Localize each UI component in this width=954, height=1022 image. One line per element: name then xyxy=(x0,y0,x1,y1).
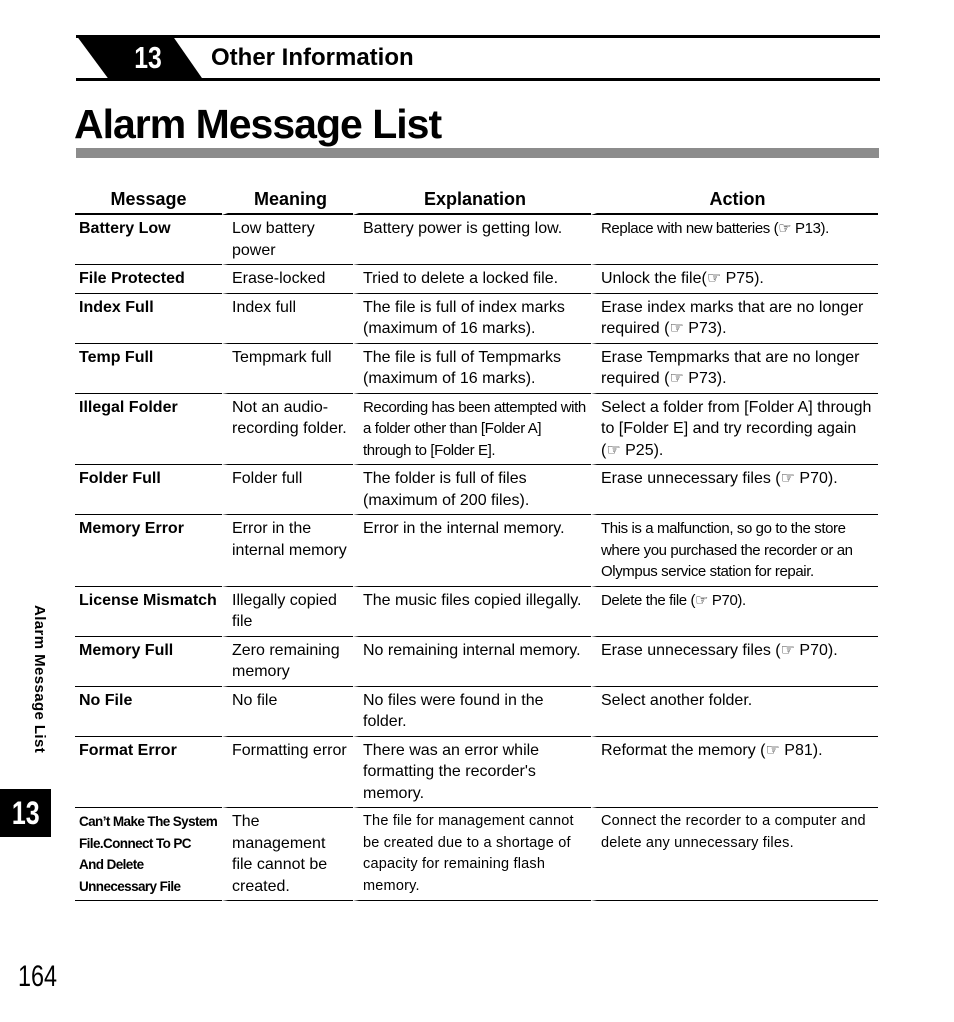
table-row xyxy=(75,737,878,809)
cell-meaning: The management file cannot be created. xyxy=(222,808,353,901)
side-chapter-tab-number: 13 xyxy=(11,795,40,831)
cell-meaning: Folder full xyxy=(222,465,353,515)
cell-meaning: Illegally copied file xyxy=(222,587,353,637)
cell-explanation: No files were found in the folder. xyxy=(353,687,591,737)
cell-explanation: There was an error while formatting the recorder's memory. xyxy=(353,737,591,809)
cell-message: Memory Full xyxy=(75,637,222,687)
page-number-text: 164 xyxy=(18,960,58,993)
cell-explanation: Battery power is getting low. xyxy=(353,215,591,265)
cell-meaning: Zero remaining memory xyxy=(222,637,353,687)
column-header-explanation: Explanation xyxy=(353,186,591,215)
chapter-number: 13 xyxy=(134,40,162,75)
cell-explanation: The file is full of index marks (maximum of 16 marks). xyxy=(353,294,591,344)
cell-meaning: Low battery power xyxy=(222,215,353,265)
cell-meaning: Error in the internal memory xyxy=(222,515,353,587)
side-section-label xyxy=(30,605,50,775)
page-number xyxy=(18,957,68,997)
table-row xyxy=(75,294,878,344)
cell-action: Delete the file (☞ P70). xyxy=(591,587,878,637)
column-header-meaning: Meaning xyxy=(222,186,353,215)
cell-explanation: No remaining internal memory. xyxy=(353,637,591,687)
table-row xyxy=(75,587,878,637)
cell-message: Index Full xyxy=(75,294,222,344)
cell-action: Unlock the file(☞ P75). xyxy=(591,265,878,294)
cell-explanation: The folder is full of files (maximum of 200 files). xyxy=(353,465,591,515)
chapter-header xyxy=(76,35,880,81)
cell-message: Memory Error xyxy=(75,515,222,587)
cell-explanation: The music files copied illegally. xyxy=(353,587,591,637)
cell-explanation: Error in the internal memory. xyxy=(353,515,591,587)
table-row xyxy=(75,465,878,515)
table-row xyxy=(75,687,878,737)
cell-message: Can’t Make The System File.Connect To PC And Delete Unnecessary File xyxy=(75,808,222,901)
cell-action: Erase index marks that are no longer required (☞ P73). xyxy=(591,294,878,344)
cell-action: Replace with new batteries (☞ P13). xyxy=(591,215,878,265)
table-row xyxy=(75,344,878,394)
cell-action: Select a folder from [Folder A] through to [Folder E] and try recording again (☞ P25). xyxy=(591,394,878,466)
cell-action: This is a malfunction, so go to the store where you purchased the recorder or an Olympus service station for repair. xyxy=(591,515,878,587)
chapter-title: Other Information xyxy=(211,44,414,71)
table-header-row xyxy=(75,186,878,215)
cell-message: Temp Full xyxy=(75,344,222,394)
chapter-badge xyxy=(76,35,206,81)
table-row xyxy=(75,265,878,294)
cell-meaning: Tempmark full xyxy=(222,344,353,394)
table-row xyxy=(75,394,878,466)
cell-explanation: The file for management cannot be created due to a shortage of capacity for remaining flash memory. xyxy=(353,808,591,901)
cell-message: Illegal Folder xyxy=(75,394,222,466)
table-row xyxy=(75,215,878,265)
cell-meaning: Erase-locked xyxy=(222,265,353,294)
cell-meaning: Formatting error xyxy=(222,737,353,809)
cell-action: Connect the recorder to a computer and delete any unnecessary files. xyxy=(591,808,878,901)
side-section-label-text: Alarm Message List xyxy=(31,605,48,754)
cell-message: File Protected xyxy=(75,265,222,294)
column-header-action: Action xyxy=(591,186,878,215)
cell-action: Select another folder. xyxy=(591,687,878,737)
page-title: Alarm Message List xyxy=(74,101,442,147)
cell-meaning: No file xyxy=(222,687,353,737)
cell-message: License Mismatch xyxy=(75,587,222,637)
cell-explanation: Recording has been attempted with a folder other than [Folder A] through to [Folder E]. xyxy=(353,394,591,466)
cell-action: Erase Tempmarks that are no longer required (☞ P73). xyxy=(591,344,878,394)
table-row xyxy=(75,515,878,587)
cell-explanation: Tried to delete a locked file. xyxy=(353,265,591,294)
column-header-message: Message xyxy=(75,186,222,215)
cell-explanation: The file is full of Tempmarks (maximum of 16 marks). xyxy=(353,344,591,394)
cell-message: Format Error xyxy=(75,737,222,809)
cell-action: Reformat the memory (☞ P81). xyxy=(591,737,878,809)
cell-action: Erase unnecessary files (☞ P70). xyxy=(591,637,878,687)
cell-meaning: Not an audio-recording folder. xyxy=(222,394,353,466)
table-row xyxy=(75,637,878,687)
cell-message: No File xyxy=(75,687,222,737)
side-chapter-tab xyxy=(0,789,51,837)
table-row xyxy=(75,808,878,901)
cell-action: Erase unnecessary files (☞ P70). xyxy=(591,465,878,515)
alarm-message-table xyxy=(75,186,878,901)
cell-meaning: Index full xyxy=(222,294,353,344)
cell-message: Battery Low xyxy=(75,215,222,265)
cell-message: Folder Full xyxy=(75,465,222,515)
title-underline-bar xyxy=(76,148,879,158)
